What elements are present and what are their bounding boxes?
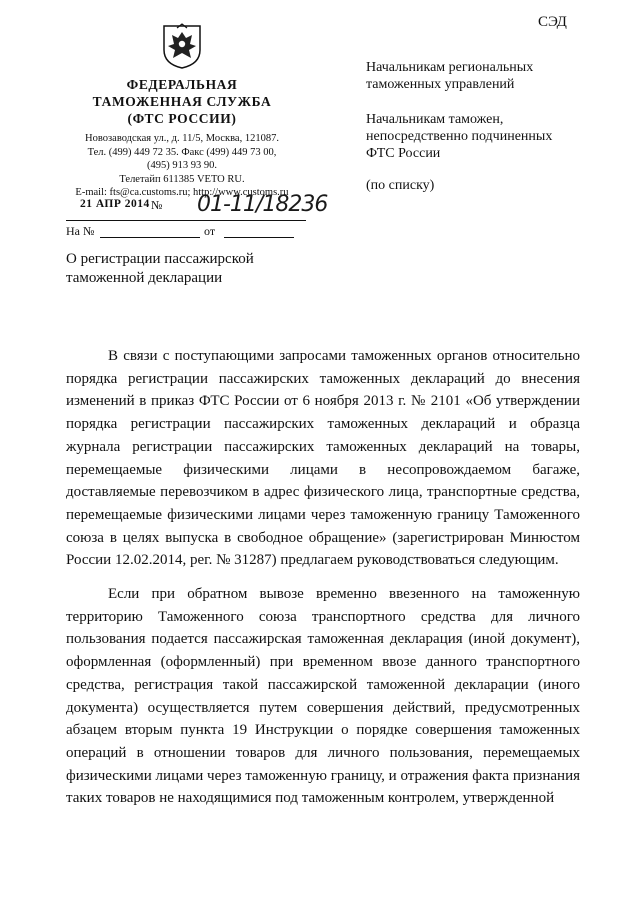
subject-line: О регистрации пассажирской	[66, 251, 254, 267]
contact-line: Тел. (499) 449 72 35. Факс (499) 449 73 00,	[87, 146, 277, 158]
letter-body	[66, 345, 580, 821]
agency-line: (ФТС РОССИИ)	[127, 111, 237, 126]
addressee-line: (по списку)	[366, 178, 435, 193]
reference-date-blank	[224, 224, 294, 238]
reference-row	[66, 224, 306, 240]
addressee-line: таможенных управлений	[366, 77, 515, 92]
contact-line: (495) 913 93 90.	[147, 160, 217, 171]
registration-number: 01-11/18236	[197, 192, 328, 217]
registration-date: 21 АПР 2014	[80, 198, 150, 210]
contact-line: Телетайп 611385 VETO RU.	[119, 173, 245, 185]
agency-name	[66, 76, 298, 127]
addressee-regional-administrations	[366, 59, 576, 93]
registration-number-label: №	[151, 198, 163, 212]
addressee-customs-heads	[366, 111, 576, 162]
addressee-list-note	[366, 177, 576, 194]
body-paragraph: В связи с поступающими запросами таможенных органов относительно порядка регистрации пассажирских таможенных деклараций до внесения изменений в приказ ФТС России от 6 ноября 2013 г. № 2101 «Об утверждении порядка регистрации пассажирских таможенных деклараций и образца журнала регистрации пассажирских таможенных деклараций на товары, перемещаемые физическими лицами в несопровождаемом багаже, доставляемые перевозчиком в адрес физического лица, транспортные средства, перемещаемые физическими лицами через таможенную границу Таможенного союза в целях выпуска в свободное обращение» (зарегистрирован Минюстом России 12.02.2014, рег. № 31287) предлагаем руководствоваться следующим.	[66, 348, 580, 569]
contact-line: E-mail: fts@ca.customs.ru; http://www.customs.ru	[75, 187, 289, 198]
document-mark: СЭД	[538, 14, 567, 30]
addressee-line: ФТС России	[366, 146, 441, 161]
reference-label: На №	[66, 224, 95, 238]
reference-from-label: от	[204, 224, 216, 238]
subject-line: таможенной декларации	[66, 270, 223, 286]
agency-line: ТАМОЖЕННАЯ СЛУЖБА	[92, 94, 272, 109]
agency-contacts	[66, 132, 298, 200]
addressee-line: непосредственно подчиненных	[366, 129, 553, 144]
addressee-line: Начальникам таможен,	[366, 112, 504, 127]
coat-of-arms-icon	[160, 22, 204, 70]
reference-number-blank	[100, 224, 200, 238]
addressee-line: Начальникам региональных	[366, 60, 534, 75]
document-subject	[66, 250, 306, 288]
body-paragraph: Если при обратном вывозе временно ввезенного на таможенную территорию Таможенного союза транспортного средства для личного пользования подается пассажирская таможенная декларация (иной документ), оформленная (оформленный) при временном ввозе данного транспортного средства, регистрация такой пассажирской таможенной декларации (иного документа) осуществляется путем совершения действий, предусмотренных абзацем вторым пункта 19 Инструкции о порядке совершения таможенных операций в отношении товаров для личного пользования, перемещаемых физическими лицами через таможенную границу, и отражения факта признания таких товаров не находящимися под таможенным контролем, утвержденной	[66, 586, 580, 807]
contact-line: Новозаводская ул., д. 11/5, Москва, 121087.	[85, 133, 279, 144]
agency-line: ФЕДЕРАЛЬНАЯ	[126, 77, 238, 92]
